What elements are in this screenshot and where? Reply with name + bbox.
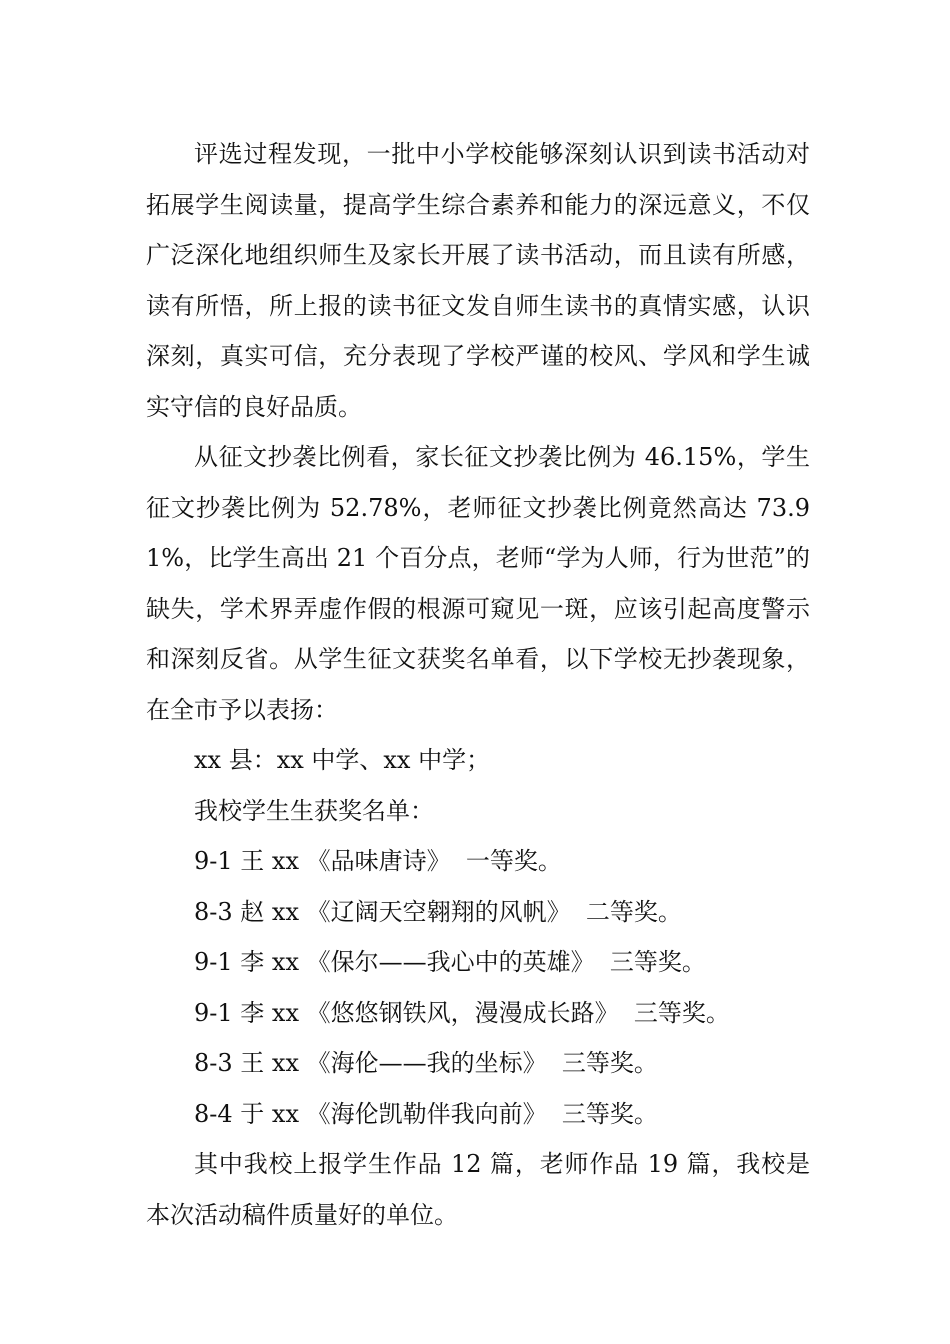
paragraph-praised-schools: xx 县：xx 中学、xx 中学；: [194, 746, 491, 774]
award-title: 《海伦——我的坐标》: [306, 1049, 547, 1077]
award-prize: 二等奖。: [585, 897, 682, 926]
document-body: [146, 129, 810, 1240]
award-class: 9-1: [194, 998, 233, 1027]
award-student: 赵 xx: [240, 897, 299, 926]
award-title: 《悠悠钢铁风，漫漫成长路》: [306, 998, 619, 1027]
award-line: [146, 988, 810, 1039]
award-student: 李 xx: [240, 948, 299, 976]
paragraph-plagiarism-ratio: 从征文抄袭比例看，家长征文抄袭比例为 46.15%，学生征文抄袭比例为 52.78%，老师征文抄袭比例竟然高达 73.91%，比学生高出 21 个百分点，老师“学为人师，行为世范”的缺失，学术界弄虚作假的根源可窥见一斑，应该引起高度警示和深刻反省。从学生征文获奖名单看，以下学校无抄袭现象，在全市予以表扬：: [146, 443, 810, 724]
paragraph-selection-findings: 评选过程发现，一批中小学校能够深刻认识到读书活动对拓展学生阅读量，提高学生综合素养和能力的深远意义，不仅广泛深化地组织师生及家长开展了读书活动，而且读有所感，读有所悟，所上报的读书征文发自师生读书的真情实感，认识深刻，真实可信，充分表现了学校严谨的校风、学风和学生诚实守信的良好品质。: [146, 140, 810, 421]
paragraph-submission-summary: 其中我校上报学生作品 12 篇，老师作品 19 篇，我校是本次活动稿件质量好的单位。: [146, 1150, 810, 1229]
award-prize: 三等奖。: [561, 1099, 658, 1128]
award-class: 8-4: [194, 1099, 233, 1128]
award-title: 《辽阔天空翱翔的风帆》: [306, 897, 571, 926]
award-prize: 三等奖。: [633, 998, 730, 1027]
award-line: [146, 887, 810, 938]
award-line: [146, 836, 810, 887]
award-title: 《保尔——我心中的英雄》: [306, 948, 595, 976]
award-line: [146, 1038, 810, 1089]
award-class: 9-1: [194, 948, 233, 976]
award-title: 《海伦凯勒伴我向前》: [306, 1099, 547, 1128]
award-prize: 三等奖。: [609, 948, 706, 976]
award-student: 王 xx: [240, 1049, 299, 1077]
award-prize: 三等奖。: [561, 1049, 658, 1077]
paragraph-award-list-heading: 我校学生生获奖名单：: [194, 796, 434, 825]
award-student: 王 xx: [240, 847, 299, 875]
award-title: 《品味唐诗》: [306, 847, 451, 875]
award-class: 8-3: [194, 1049, 233, 1077]
award-student: 于 xx: [240, 1099, 299, 1128]
award-student: 李 xx: [240, 998, 299, 1027]
award-class: 9-1: [194, 847, 233, 875]
award-class: 8-3: [194, 897, 233, 926]
award-line: [146, 1089, 810, 1140]
award-line: [146, 937, 810, 988]
award-prize: 一等奖。: [465, 847, 562, 875]
